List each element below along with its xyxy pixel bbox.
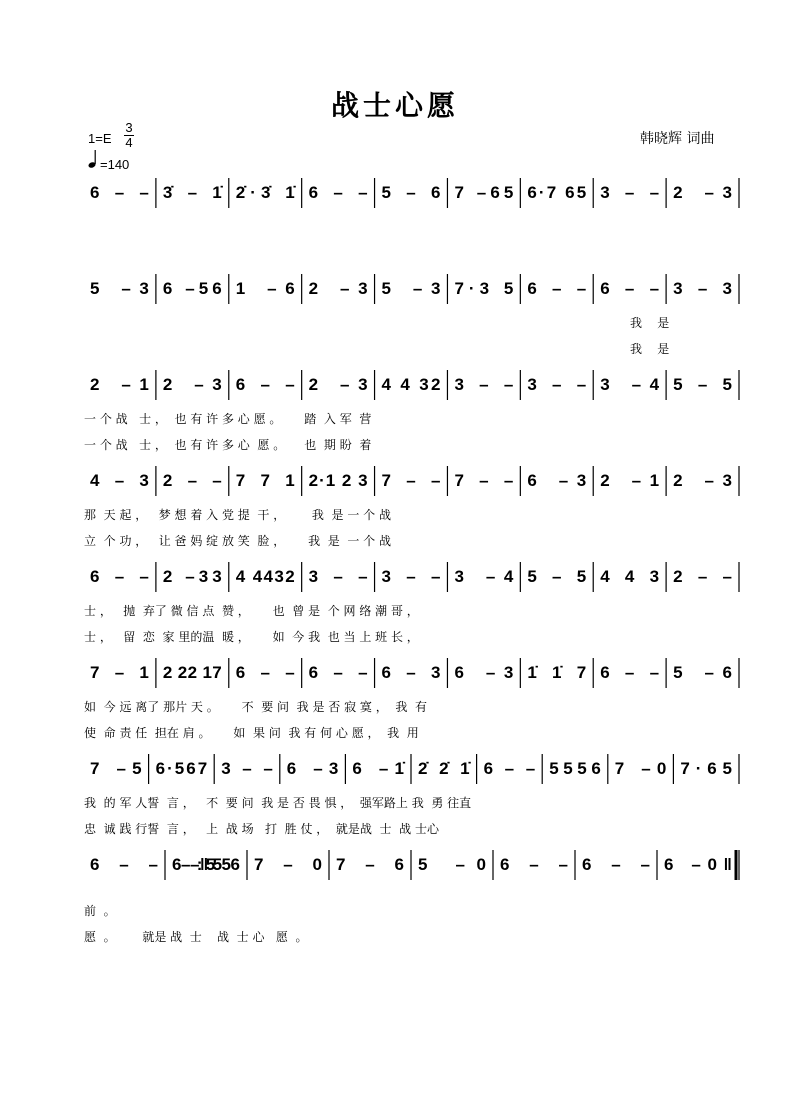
time-signature-top: 3 xyxy=(125,120,133,135)
lyric-line-1: 一 个 战 士 ， 也 有 许 多 心 愿 。 踏 入 军 营 xyxy=(84,412,372,426)
notation-measure: 5 – 6 xyxy=(381,183,441,202)
notation-measure: 2 –1 xyxy=(90,375,149,394)
notation-measure: 3 –4 xyxy=(454,567,514,586)
notation-measure: 6 – – xyxy=(600,663,660,682)
notation-measure: 6 – – xyxy=(483,759,536,778)
lyric-line-1: 士 ， 抛 弃了 微 信 点 赞 ， 也 曾 是 个 网 络 潮 哥 ， xyxy=(84,604,419,618)
notation-measure: 6 –0‖ xyxy=(664,855,732,874)
lyric-line-2: 我 是 xyxy=(630,342,670,356)
notation-row xyxy=(84,844,740,884)
notation-row xyxy=(84,652,740,692)
notation-measure: 6 –56 xyxy=(162,279,222,298)
notation-measure: 7 7 1 xyxy=(235,471,295,490)
notation-measure: 2 –3 xyxy=(673,471,732,490)
notation-measure: 2·1 2 3 xyxy=(308,471,368,490)
notation-measure: 5 –6 xyxy=(673,663,732,682)
notation-measure: 6 –3 xyxy=(286,759,339,778)
lyric-line-2: 立 个 功 ， 让 爸 妈 绽 放 笑 脸 ， 我 是 一 个 战 xyxy=(84,534,391,548)
notation-measure: 2 –1 xyxy=(600,471,660,490)
notation-measure: 2̇ 2̇ 1̇ xyxy=(418,759,470,778)
notation-measure: 6 – – xyxy=(582,855,650,874)
notation-measure: 5 – 5 xyxy=(527,567,587,586)
lyric-line-1: 如 今 远 离了 那片 天 。 不 要 问 我 是 否 寂 寞 ， 我 有 xyxy=(84,700,427,714)
notation-measure: 6 – – xyxy=(600,279,660,298)
lyric-line-1: 我 的 军 人誓 言 ， 不 要 问 我 是 否 畏 惧 ， 强军路上 我 勇 往直 xyxy=(84,796,472,810)
quarter-note-icon xyxy=(88,149,98,169)
notation-measure: 6 – – xyxy=(308,663,368,682)
key-signature: 1=E xyxy=(88,131,112,146)
notation-row xyxy=(84,556,740,596)
notation-measure: 2 – – xyxy=(673,567,732,586)
time-signature-bottom: 4 xyxy=(125,135,133,150)
notation-measure: 3 – – xyxy=(454,375,514,394)
lyric-line-1: 那 天 起 ， 梦 想 着 入 党 提 干 ， 我 是 一 个 战 xyxy=(84,508,391,522)
notation-measure: 6·567 xyxy=(155,759,208,778)
notation-measure: 3 – – xyxy=(600,183,660,202)
notation-measure: 7·3 5 xyxy=(454,279,514,298)
notation-measure: 2 –3 xyxy=(308,375,368,394)
composer-credit: 韩晓辉 词曲 xyxy=(640,131,715,147)
notation-measure: 3 – – xyxy=(221,759,273,778)
notation-measure: 6 – – xyxy=(90,567,149,586)
notation-measure: 6 – – xyxy=(235,663,295,682)
notation-measure: 6 – 3 xyxy=(381,663,441,682)
notation-measure: 6 –1̇ xyxy=(352,759,404,778)
notation-measure: 7 –5 xyxy=(90,759,142,778)
notation-measure: 7 – 6 xyxy=(336,855,404,874)
notation-row xyxy=(84,364,740,404)
notation-row xyxy=(84,748,740,788)
notation-measure: 3 – – xyxy=(381,567,441,586)
notation-measure: 3 – – xyxy=(308,567,368,586)
notation-measure: 6 – –:‖55 5 6 xyxy=(172,855,240,874)
notation-measure: 4 4 32 xyxy=(381,375,441,394)
notation-measure: 7 – – xyxy=(454,471,514,490)
notation-measure: 5 –3 xyxy=(90,279,149,298)
lyric-line-1: 我 是 xyxy=(630,316,670,330)
notation-measure: 4 4 3 xyxy=(600,567,660,586)
notation-measure: 3̇ – 1̇ xyxy=(162,183,222,202)
notation-measure: 6 – – xyxy=(235,375,295,394)
notation-measure: 2 –3 xyxy=(308,279,368,298)
lyric-line-2: 一 个 战 士 ， 也 有 许 多 心 愿 。 也 期 盼 着 xyxy=(84,438,372,452)
notation-measure: 6 – – xyxy=(308,183,368,202)
notation-measure: 6 –3 xyxy=(527,471,587,490)
notation-measure: 7 – 0 xyxy=(254,855,322,874)
notation-measure: 6 – – xyxy=(500,855,568,874)
notation-measure: 6 –3 xyxy=(454,663,514,682)
notation-measure: 1̇ 1̇ 7 xyxy=(527,663,587,682)
lyric-line-2: 士 ， 留 恋 家 里的温 暖 ， 如 今 我 也 当 上 班 长 ， xyxy=(84,630,419,644)
notation-measure: 6 – – xyxy=(90,183,149,202)
notation-measure: 7 –65 xyxy=(454,183,514,202)
lyric-line-2: 忠 诚 践 行誓 言 ， 上 战 场 打 胜 仗 ， 就是战 士 战 士心 xyxy=(84,822,439,836)
notation-measure: 6 – – xyxy=(527,279,587,298)
time-signature xyxy=(124,121,134,150)
notation-measure: 2 –33 xyxy=(162,567,222,586)
lyric-line-2: 使 命 责 任 担在 肩 。 如 果 问 我 有 何 心 愿 ， 我 用 xyxy=(84,726,419,740)
notation-measure: 3 – – xyxy=(527,375,587,394)
notation-measure: 1 –6 xyxy=(235,279,295,298)
notation-measure: 2̇·3̇ 1̇ xyxy=(235,183,295,202)
notation-measure: 2 –3 xyxy=(162,375,222,394)
notation-row xyxy=(84,268,740,308)
notation-row xyxy=(84,172,740,212)
notation-measure: 7 – 1 xyxy=(90,663,149,682)
notation-measure: 5 – 5 xyxy=(673,375,732,394)
notation-measure: 7 –0 xyxy=(614,759,667,778)
notation-measure: 2 22 17 xyxy=(162,663,222,682)
song-title: 战士心愿 xyxy=(330,89,459,122)
lyric-line-1: 前 。 xyxy=(84,904,116,918)
notation-measure: 6·7 65 xyxy=(527,183,587,202)
lyric-line-2: 愿 。 就是 战 士 战 士 心 愿 。 xyxy=(84,930,308,944)
notation-measure: 7 – – xyxy=(381,471,441,490)
tempo-marking: =140 xyxy=(100,157,130,172)
notation-measure: 2 – – xyxy=(162,471,222,490)
notation-row xyxy=(84,460,740,500)
notation-measure: 4 – 3 xyxy=(90,471,149,490)
notation-measure: 6 – – xyxy=(90,855,158,874)
notation-measure: 4 4432 xyxy=(235,567,295,586)
notation-measure: 3 – 3 xyxy=(673,279,732,298)
notation-measure: 5 –3 xyxy=(381,279,441,298)
notation-measure: 5556 xyxy=(549,759,601,778)
notation-measure: 5 –0 xyxy=(418,855,486,874)
notation-measure: 7·65 xyxy=(680,759,732,778)
notation-measure: 2 –3 xyxy=(673,183,732,202)
notation-measure: 3 –4 xyxy=(600,375,660,394)
